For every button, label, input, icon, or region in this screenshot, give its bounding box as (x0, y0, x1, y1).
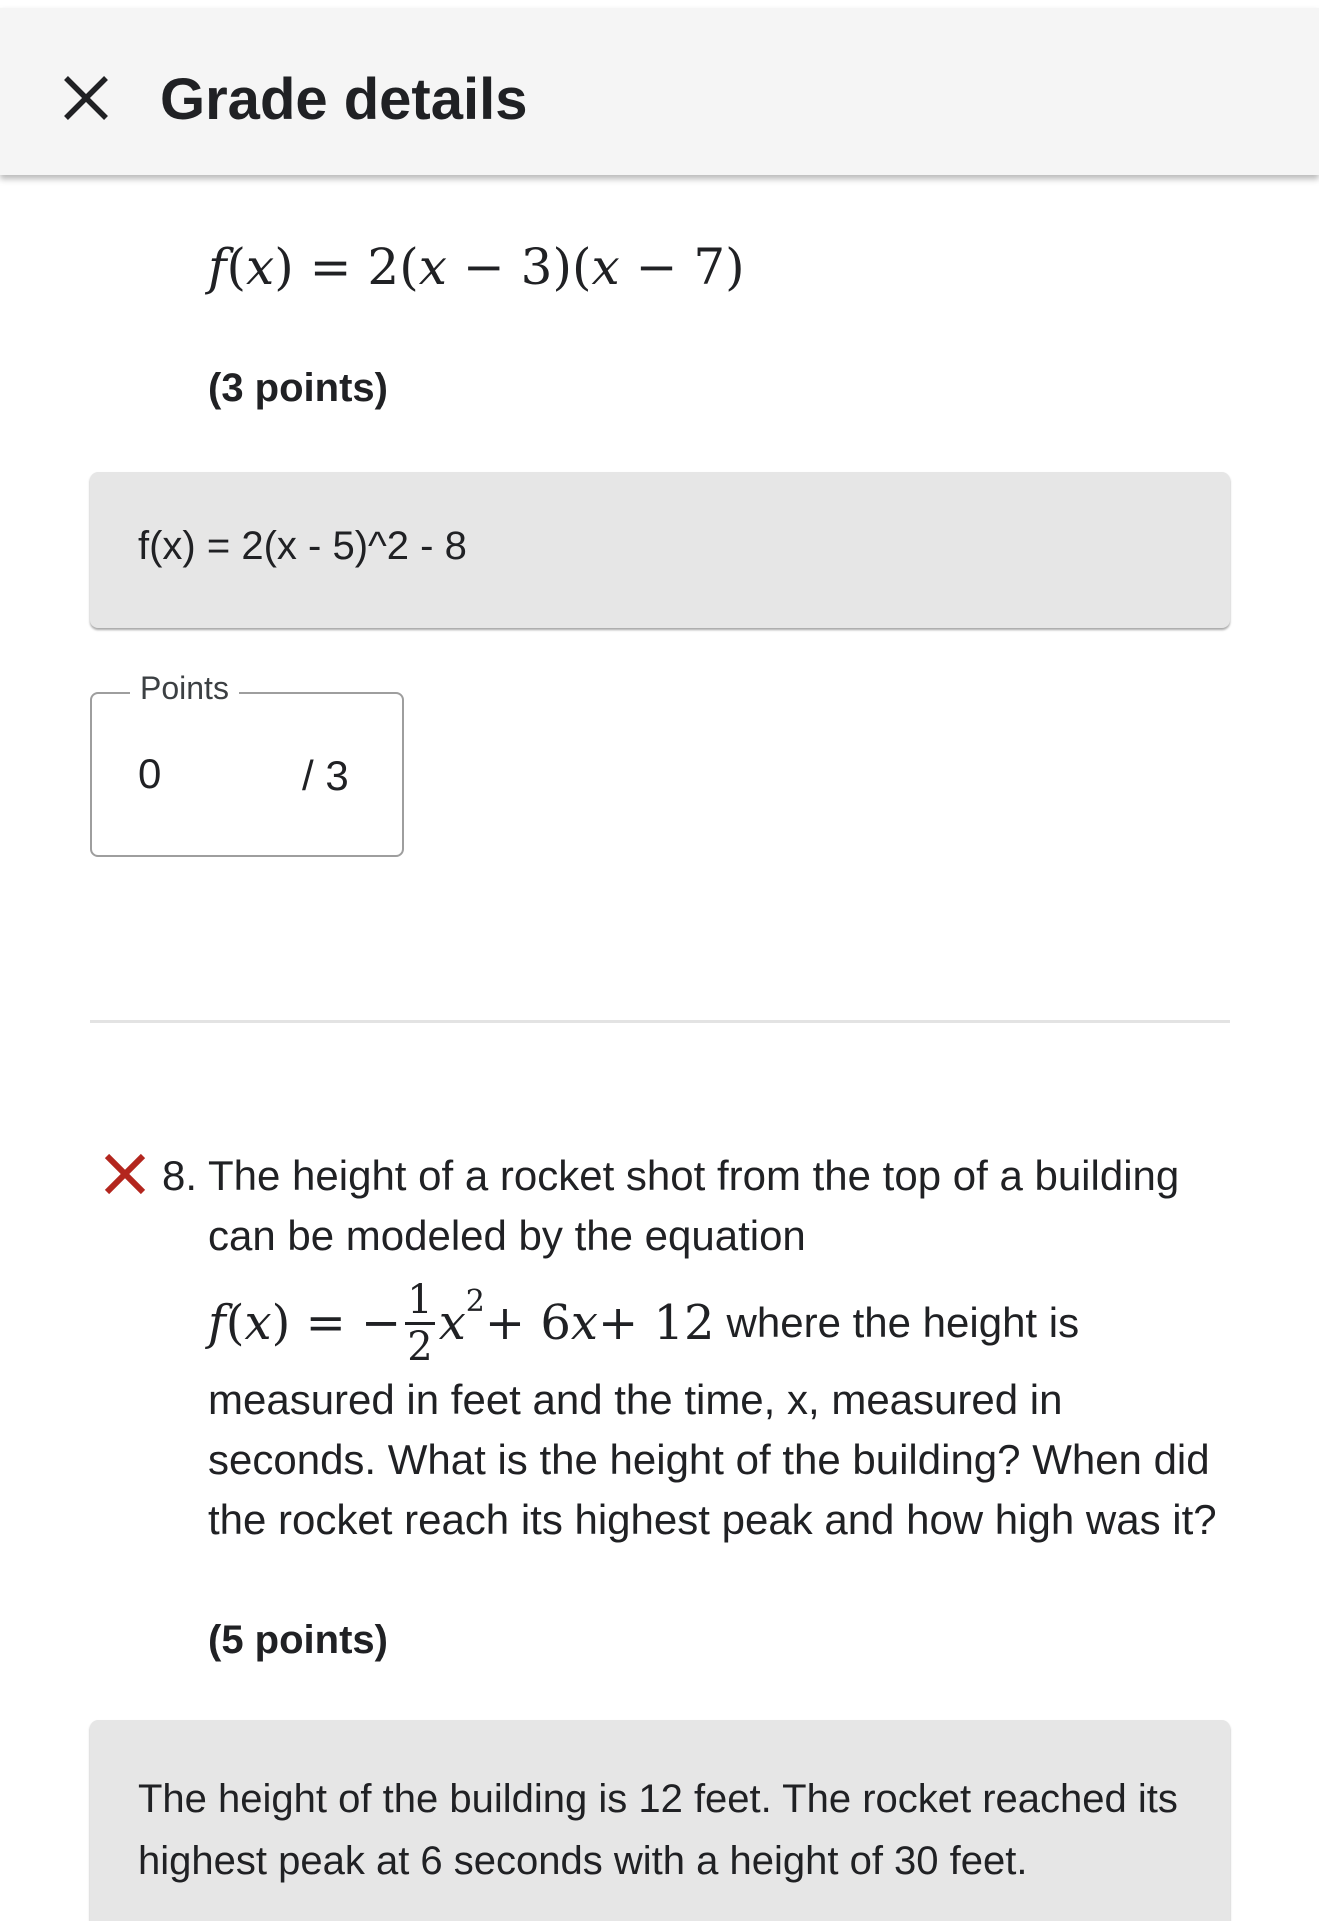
question-8-text-line: the rocket reach its highest peak and how high was it? (208, 1496, 1217, 1543)
question-8-equation: f ( x ) = − $\frac{1}{2}$ x 2 + 6 x + 12 where the height is (208, 1276, 1080, 1370)
question-8-text-line: seconds. What is the height of the building? When did (208, 1436, 1210, 1483)
question-7-answer-text: f(x) = 2(x - 5)^2 - 8 (138, 524, 467, 568)
close-button[interactable] (58, 70, 114, 126)
points-max: / 3 (302, 752, 349, 799)
question-8-equation-tail: where the height is (726, 1299, 1080, 1346)
question-8-answer-box (90, 1720, 1230, 1921)
question-7-equation: f(x) = 2(x − 3)(x − 7) (208, 238, 745, 296)
question-8-text-line: measured in feet and the time, x, measured in (208, 1376, 1063, 1423)
page-title: Grade details (160, 67, 528, 132)
question-8-text-line: The height of a rocket shot from the top of a building (208, 1152, 1180, 1199)
points-label: Points (130, 670, 239, 707)
question-8-number: 8. (162, 1152, 198, 1199)
points-input[interactable] (138, 750, 218, 798)
wrong-x-icon (103, 1152, 147, 1196)
question-8-answer-text: The height of the building is 12 feet. The rocket reached its highest peak at 6 seconds with a height of 30 feet. (138, 1777, 1178, 1883)
question-divider (90, 1020, 1230, 1023)
question-7-answer-box (90, 472, 1230, 628)
question-8-text-line: can be modeled by the equation (208, 1212, 806, 1259)
app-header (0, 8, 1319, 175)
question-8-points: (5 points) (208, 1618, 388, 1662)
question-7-points: (3 points) (208, 366, 388, 410)
points-field (90, 692, 404, 857)
fraction: $\frac{1}{2}$ (407, 1276, 433, 1370)
close-icon (58, 70, 114, 126)
